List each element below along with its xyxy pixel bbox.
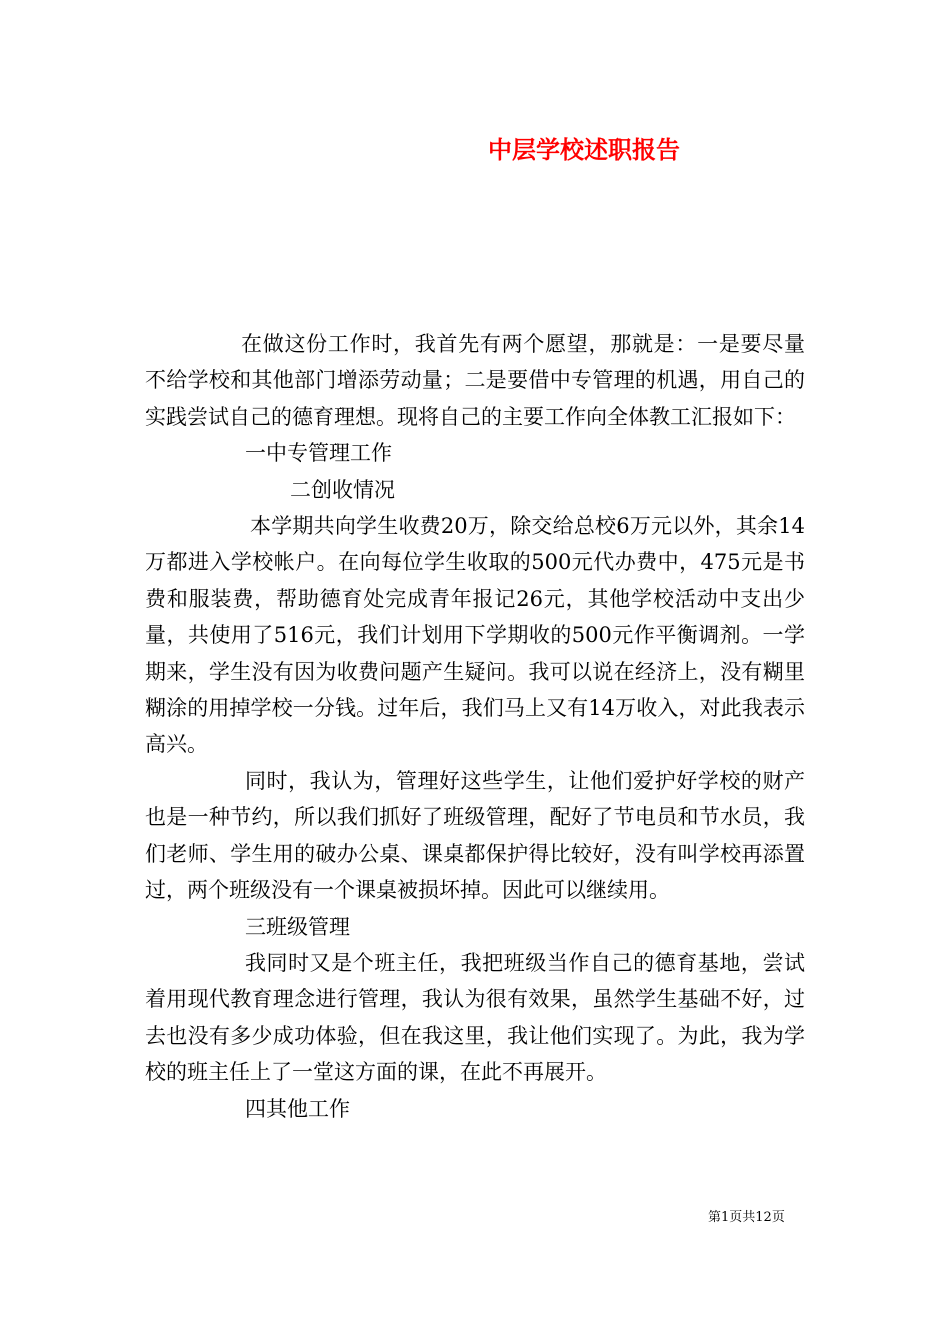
document-body	[145, 326, 805, 1127]
section-heading-1: 一中专管理工作	[245, 441, 392, 466]
paragraph-intro: 在做这份工作时，我首先有两个愿望，那就是：一是要尽量不给学校和其他部门增添劳动量；二是要借中专管理的机遇，用自己的实践尝试自己的德育理想。现将自己的主要工作向全体教工汇报如下：	[145, 332, 805, 429]
page-number-footer: 第1页共12页	[708, 1210, 785, 1225]
paragraph-class-management: 我同时又是个班主任，我把班级当作自己的德育基地，尝试着用现代教育理念进行管理，我认为很有效果，虽然学生基础不好，过去也没有多少成功体验，但在我这里，我让他们实现了。为此，我为学校的班主任上了一堂这方面的课，在此不再展开。	[145, 950, 805, 1085]
section-heading-2: 二创收情况	[290, 477, 395, 502]
paragraph-saving: 同时，我认为，管理好这些学生，让他们爱护好学校的财产也是一种节约，所以我们抓好了班级管理，配好了节电员和节水员，我们老师、学生用的破办公桌、课桌都保护得比较好，没有叫学校再添置过，两个班级没有一个课桌被损坏掉。因此可以继续用。	[145, 768, 805, 903]
section-heading-3: 三班级管理	[245, 914, 350, 939]
section-heading-4: 四其他工作	[245, 1096, 350, 1121]
paragraph-income: 本学期共向学生收费20万，除交给总校6万元以外，其余14万都进入学校帐户。在向每位学生收取的500元代办费中，475元是书费和服装费，帮助德育处完成青年报记26元，其他学校活动中支出少量，共使用了516元，我们计划用下学期收的500元作平衡调剂。一学期来，学生没有因为收费问题产生疑问。我可以说在经济上，没有糊里糊涂的用掉学校一分钱。过年后，我们马上又有14万收入，对此我表示高兴。	[145, 514, 805, 757]
document-title: 中层学校述职报告	[488, 135, 680, 164]
